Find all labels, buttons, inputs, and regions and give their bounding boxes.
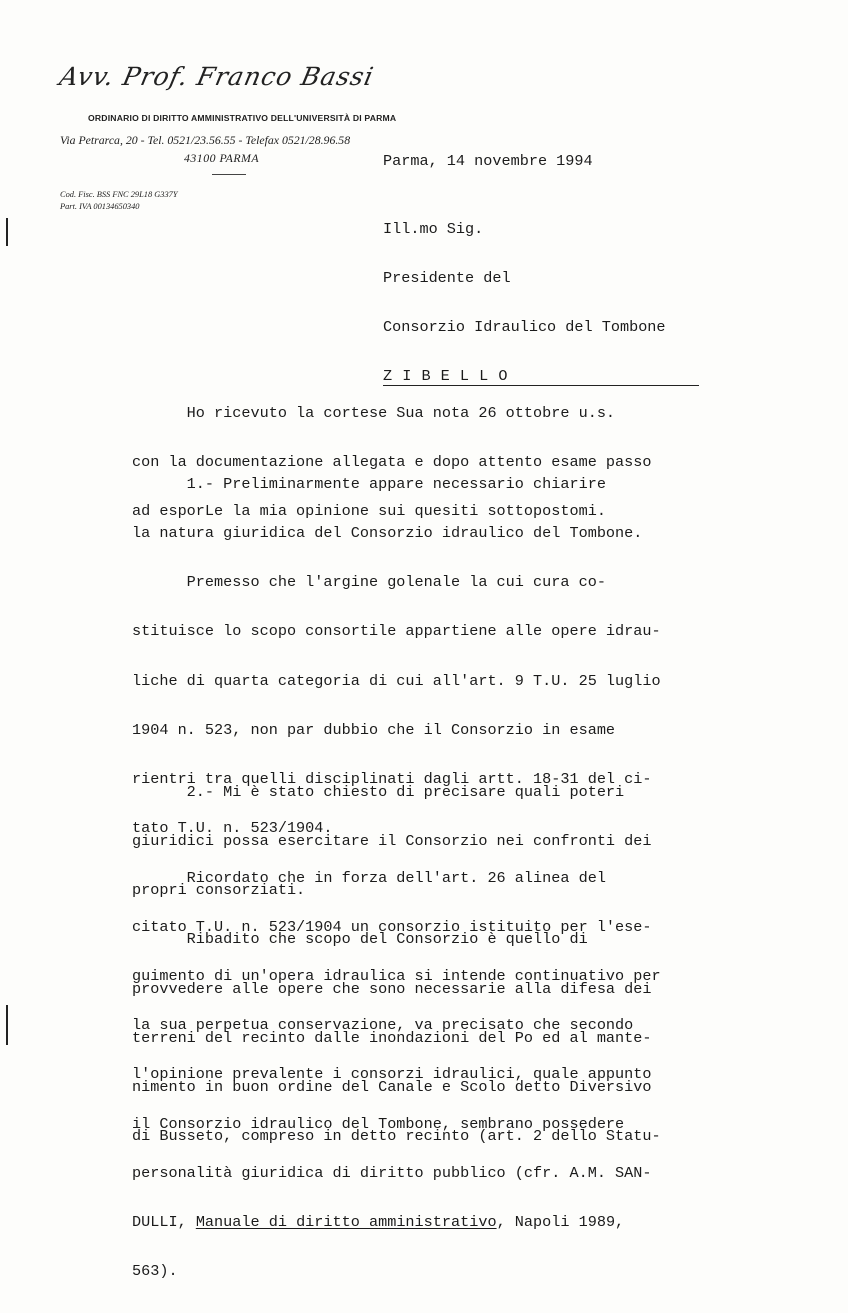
letterhead-name: Avv. Prof. Franco Bassi (56, 62, 377, 91)
text-line: l'opinione prevalente i consorzi idraulici, quale appunto (132, 1065, 652, 1084)
text-line: rientri tra quelli disciplinati dagli artt. 18-31 del ci- (132, 770, 652, 789)
text-line: Ricordato che in forza dell'art. 26 alinea del (132, 868, 606, 887)
text-line: con la documentazione allegata e dopo attento esame passo (132, 453, 652, 472)
fiscal-code: Cod. Fisc. BSS FNC 29L18 G337Y (60, 190, 178, 199)
text-line: propri consorziati. (132, 881, 306, 900)
scan-mark-top (6, 218, 8, 246)
text-line: stituisce lo scopo consortile appartiene alle opere idrau- (132, 622, 661, 641)
text-line: di Busseto, compreso in detto recinto (art. 2 dello Statu- (132, 1127, 661, 1146)
text-line-citation (132, 1214, 661, 1230)
letterhead-divider (212, 174, 246, 175)
vat-number: Part. IVA 00134650340 (60, 202, 140, 211)
text-line: provvedere alle opere che sono necessarie alla difesa dei (132, 979, 652, 998)
citation-title: Manuale di diritto amministrativo (195, 1213, 497, 1232)
recipient-city: Z I B E L L O (383, 368, 699, 385)
text-line: Ho ricevuto la cortese Sua nota 26 ottobre u.s. (132, 403, 616, 422)
text-line: terreni del recinto dalle inondazioni del Po ed al mante- (132, 1028, 652, 1047)
text-line: guimento di un'opera idraulica si intende continuativo per (132, 967, 661, 985)
text-line: nimento in buon ordine del Canale e Scolo detto Diversivo (132, 1078, 652, 1097)
recipient-line-2: Presidente del (383, 269, 511, 288)
recipient-line-3: Consorzio Idraulico del Tombone (383, 318, 666, 337)
scan-mark-bottom (6, 1005, 8, 1045)
letterhead-city: 43100 PARMA (184, 151, 260, 165)
text-line: personalità giuridica di diritto pubblico (cfr. A.M. SAN- (132, 1163, 652, 1182)
text-line: liche di quarta categoria di cui all'art. 9 T.U. 25 luglio (132, 671, 661, 690)
text-line: la natura giuridica del Consorzio idraulico del Tombone. (132, 524, 643, 543)
letterhead-fiscal (60, 189, 178, 213)
citation-place: , Napoli 1989, (496, 1213, 625, 1232)
letterhead-address: Via Petrarca, 20 - Tel. 0521/23.56.55 - Telefax 0521/28.96.58 (60, 133, 351, 147)
citation-author: DULLI, (132, 1213, 196, 1232)
text-line: 2.- Mi è stato chiesto di precisare quali poteri (132, 782, 625, 801)
text-line: 1904 n. 523, non par dubbio che il Consorzio in esame (132, 720, 616, 739)
text-line: 563). (132, 1262, 178, 1281)
recipient-line-1: Ill.mo Sig. (383, 219, 484, 238)
text-line: citato T.U. n. 523/1904 un consorzio istituito per l'ese- (132, 917, 652, 936)
letterhead-title: ORDINARIO DI DIRITTO AMMINISTRATIVO DELL'UNIVERSITÀ DI PARMA (88, 113, 397, 123)
text-line: 1.- Preliminarmente appare necessario chiarire (132, 474, 606, 493)
text-line: il Consorzio idraulico del Tombone, sembrano possedere (132, 1114, 625, 1133)
text-line: ad esporLe la mia opinione sui quesiti sottopostomi. (132, 502, 606, 521)
text-line: tato T.U. n. 523/1904. (132, 819, 333, 838)
text-line: Ribadito che scopo del Consorzio è quello di (132, 930, 588, 949)
date-line: Parma, 14 novembre 1994 (383, 152, 593, 170)
text-line: la sua perpetua conservazione, va precisato che secondo (132, 1016, 634, 1035)
text-line: giuridici possa esercitare il Consorzio nei confronti dei (132, 832, 652, 851)
paragraph-section-2 (132, 751, 661, 1178)
text-line: Premesso che l'argine golenale la cui cura co- (132, 573, 606, 592)
